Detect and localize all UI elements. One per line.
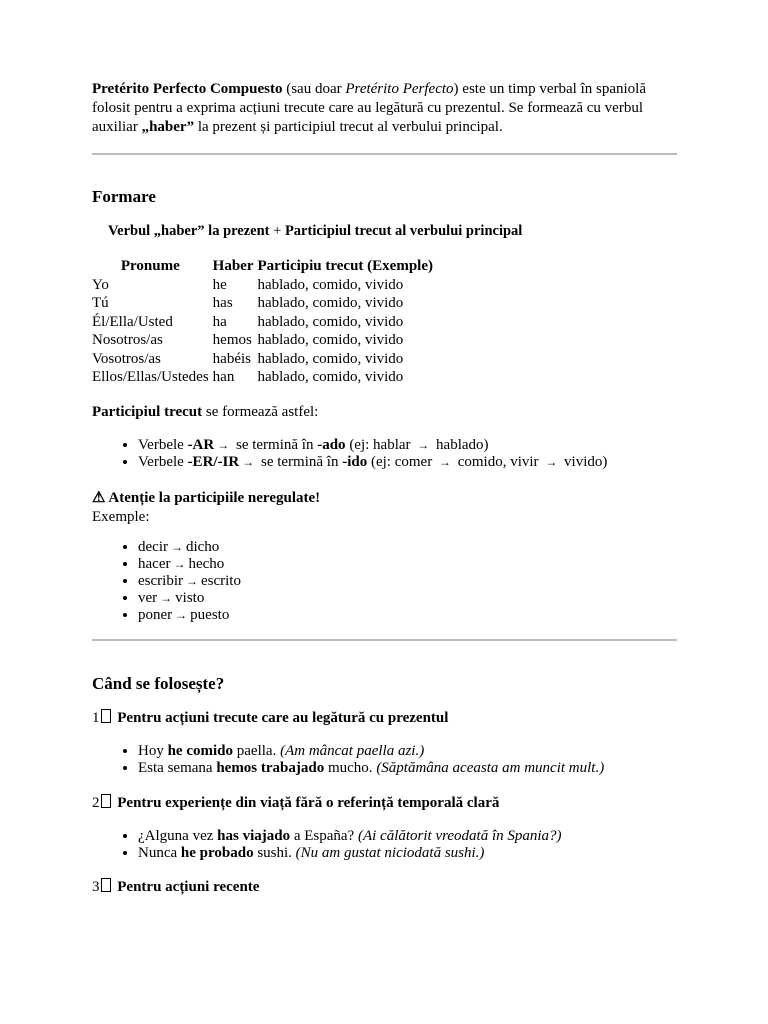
arrow-icon: → xyxy=(417,438,430,452)
rule-ending: -ER/-IR xyxy=(187,454,240,470)
table-cell: ha xyxy=(212,313,227,330)
participle: puesto xyxy=(190,607,230,623)
case-number: 1 xyxy=(92,710,100,726)
arrow-icon: → xyxy=(170,540,183,554)
example-verb: has viajado xyxy=(217,828,291,844)
example-text: Hoy xyxy=(138,743,168,759)
rule-text: se termină în xyxy=(257,454,343,470)
list-item xyxy=(138,760,692,777)
intro-text: (sau doar xyxy=(282,81,346,97)
table-cell: hablado, comido, vivido xyxy=(257,350,404,367)
list-item xyxy=(138,743,692,760)
table-row xyxy=(90,294,435,313)
rule-text: (ej: comer xyxy=(367,454,436,470)
keycap-icon xyxy=(101,794,111,808)
usage-case-3 xyxy=(92,878,259,897)
section-divider xyxy=(92,639,677,641)
list-item xyxy=(138,454,692,471)
intro-text: ) este un timp verbal în spaniolă folosit pentru a exprima acțiuni trecute care au legătură cu prezentul. Se formează cu verbul auxiliar xyxy=(92,81,646,135)
participle-intro-bold: Participiul trecut xyxy=(92,404,203,420)
warning-icon: ⚠ xyxy=(92,490,106,506)
usage-case-2-examples xyxy=(92,828,692,862)
section-heading-usage: Când se folosește? xyxy=(92,674,225,693)
participle-intro xyxy=(92,403,318,422)
arrow-icon: → xyxy=(242,455,255,469)
rule-text: (ej: hablar xyxy=(345,437,415,453)
arrow-icon: → xyxy=(160,591,173,605)
intro-term-italic: Pretérito Perfecto xyxy=(345,81,454,97)
table-row xyxy=(90,368,435,387)
case-title: Pentru acțiuni recente xyxy=(113,879,260,895)
irregular-warning xyxy=(92,489,320,527)
participle: dicho xyxy=(185,539,220,555)
infinitive: hacer xyxy=(138,556,171,572)
example-text: sushi. xyxy=(253,845,296,861)
intro-text: la prezent și participiul trecut al verbului principal. xyxy=(194,119,503,135)
table-cell: hablado, comido, vivido xyxy=(257,369,404,385)
example-translation: (Săptămâna aceasta am muncit mult.) xyxy=(376,760,605,776)
table-header: Pronume xyxy=(120,258,180,274)
table-cell: he xyxy=(212,276,227,293)
table-row xyxy=(90,350,435,369)
participle-rules xyxy=(92,437,692,471)
list-item xyxy=(138,607,241,624)
irregular-list xyxy=(92,539,241,624)
list-item xyxy=(138,828,692,845)
table-cell: Nosotros/as xyxy=(92,332,163,348)
arrow-icon: → xyxy=(545,455,558,469)
list-item xyxy=(138,590,241,607)
infinitive: ver xyxy=(138,590,158,606)
table-cell: habéis xyxy=(212,350,251,367)
table-cell: Él/Ella/Usted xyxy=(92,313,173,330)
example-text: Nunca xyxy=(138,845,181,861)
table-header: Haber xyxy=(212,258,254,274)
participle-intro-text: se formează astfel: xyxy=(202,404,319,420)
example-text: mucho. xyxy=(324,760,377,776)
infinitive: escribir xyxy=(138,573,183,589)
arrow-icon: → xyxy=(173,557,186,571)
rule-text: Verbele xyxy=(138,454,188,470)
keycap-icon xyxy=(101,709,111,723)
formula-left: Verbul „haber” la prezent xyxy=(108,223,270,239)
formula-plus: + xyxy=(269,223,285,239)
table-cell: hablado, comido, vivido xyxy=(257,276,404,293)
rule-text: comido, vivir xyxy=(453,454,543,470)
rule-text: hablado) xyxy=(432,437,489,453)
example-translation: (Ai călătorit vreodată în Spania?) xyxy=(357,828,562,844)
participle: hecho xyxy=(188,556,225,572)
table-row xyxy=(90,331,435,350)
list-item xyxy=(138,539,241,556)
intro-paragraph xyxy=(92,80,677,137)
table-header: Participiu trecut (Exemple) xyxy=(257,258,433,274)
arrow-icon: → xyxy=(185,574,198,588)
case-title: Pentru acțiuni trecute care au legătură cu prezentul xyxy=(113,710,449,726)
table-row xyxy=(90,276,435,295)
table-cell: Ellos/Ellas/Ustedes xyxy=(92,369,209,385)
rule-suffix: -ido xyxy=(342,454,368,470)
table-cell: has xyxy=(212,295,233,311)
example-verb: he comido xyxy=(167,743,234,759)
arrow-icon: → xyxy=(438,455,451,469)
table-cell: Tú xyxy=(92,295,109,311)
keycap-icon xyxy=(101,878,111,892)
table-cell: hemos xyxy=(212,332,252,348)
formula-right: Participiul trecut al verbului principal xyxy=(284,223,523,239)
table-cell: han xyxy=(212,369,235,385)
list-item xyxy=(138,437,692,454)
rule-text: vivido) xyxy=(560,454,608,470)
intro-term: Pretérito Perfecto Compuesto xyxy=(92,81,283,97)
table-cell: hablado, comido, vivido xyxy=(257,295,404,311)
table-cell: Yo xyxy=(92,276,109,293)
infinitive: decir xyxy=(138,539,168,555)
arrow-icon: → xyxy=(175,608,188,622)
example-text: ¿Alguna vez xyxy=(138,828,218,844)
rule-ending: -AR xyxy=(187,437,215,453)
example-text: a España? xyxy=(290,828,358,844)
warning-text: Atenție la participiile neregulate! xyxy=(105,490,321,506)
table-row xyxy=(90,313,435,332)
section-heading-formare: Formare xyxy=(92,187,156,206)
conjugation-table xyxy=(90,257,435,387)
case-title: Pentru experiențe din viață fără o referință temporală clară xyxy=(113,795,500,811)
usage-case-1 xyxy=(92,709,448,728)
table-cell: Vosotros/as xyxy=(92,350,161,367)
rule-text: Verbele xyxy=(138,437,188,453)
table-cell: hablado, comido, vivido xyxy=(257,313,404,330)
example-text: Esta semana xyxy=(138,760,217,776)
usage-case-2 xyxy=(92,794,499,813)
list-item xyxy=(138,573,241,590)
rule-suffix: -ado xyxy=(317,437,346,453)
arrow-icon: → xyxy=(217,438,230,452)
list-item xyxy=(138,845,692,862)
intro-aux: „haber” xyxy=(141,119,195,135)
example-translation: (Am mâncat paella azi.) xyxy=(280,743,425,759)
rule-text: se termină în xyxy=(232,437,318,453)
formation-formula xyxy=(108,223,522,240)
example-verb: he probado xyxy=(180,845,254,861)
case-number: 2 xyxy=(92,795,100,811)
usage-case-1-examples xyxy=(92,743,692,777)
table-cell: hablado, comido, vivido xyxy=(257,332,404,348)
section-divider xyxy=(92,153,677,155)
infinitive: poner xyxy=(138,607,173,623)
table-header-row xyxy=(90,257,435,276)
list-item xyxy=(138,556,241,573)
example-translation: (Nu am gustat niciodată sushi.) xyxy=(295,845,485,861)
example-verb: hemos trabajado xyxy=(216,760,325,776)
example-text: paella. xyxy=(233,743,281,759)
participle: escrito xyxy=(200,573,241,589)
examples-label: Exemple: xyxy=(92,509,150,525)
case-number: 3 xyxy=(92,879,100,895)
participle: visto xyxy=(175,590,205,606)
